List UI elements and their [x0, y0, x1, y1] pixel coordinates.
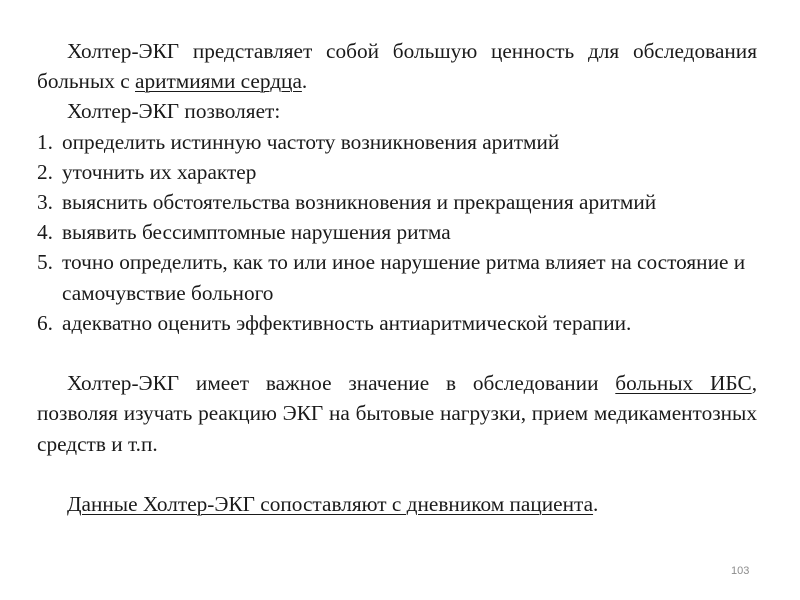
page-number: 103 — [731, 565, 750, 577]
list-item-number: 3. — [37, 190, 53, 215]
intro-text: Холтер-ЭКГ представляет собой большую ценность для обследования больных с — [37, 39, 757, 94]
list-item-number: 6. — [37, 310, 53, 335]
allows-heading: Холтер-ЭКГ позволяет: — [67, 99, 281, 124]
capabilities-list — [37, 127, 757, 338]
list-item-text: адекватно оценить эффективность антиаритмической терапии. — [62, 310, 632, 335]
spacer — [37, 459, 757, 489]
ibs-text: Холтер-ЭКГ имеет важное значение в обследовании — [67, 371, 616, 396]
list-item-number: 1. — [37, 129, 53, 154]
slide-content — [37, 36, 757, 519]
list-item-number: 5. — [37, 250, 53, 275]
ibs-paragraph — [37, 368, 757, 459]
list-item — [37, 308, 757, 338]
list-item — [37, 157, 757, 187]
list-item-text: уточнить их характер — [62, 159, 257, 184]
list-item-text: определить истинную частоту возникновения аритмий — [62, 129, 560, 154]
list-item-text: выявить бессимптомные нарушения ритма — [62, 220, 451, 245]
list-item — [37, 217, 757, 247]
list-item — [37, 247, 757, 307]
ibs-text-end: , позволяя изучать реакцию ЭКГ на бытовые нагрузки, прием медикаментозных средств и т.п. — [37, 371, 758, 456]
intro-text-end: . — [301, 69, 308, 94]
link-ibs-patients[interactable]: больных ИБС — [615, 371, 752, 396]
link-patient-diary[interactable]: Данные Холтер-ЭКГ сопоставляют с дневником пациента — [67, 492, 594, 517]
list-item — [37, 187, 757, 217]
list-item-text: точно определить, как то или иное нарушение ритма влияет на состояние и самочувствие больного — [62, 250, 746, 305]
list-item-text: выяснить обстоятельства возникновения и прекращения аритмий — [62, 190, 657, 215]
diary-paragraph — [37, 489, 757, 519]
link-arrhythmias[interactable]: аритмиями сердца — [135, 69, 302, 94]
diary-text-end: . — [593, 492, 599, 517]
list-item — [37, 127, 757, 157]
spacer — [37, 338, 757, 368]
list-item-number: 4. — [37, 220, 53, 245]
list-item-number: 2. — [37, 159, 53, 184]
intro-paragraph — [37, 36, 757, 96]
